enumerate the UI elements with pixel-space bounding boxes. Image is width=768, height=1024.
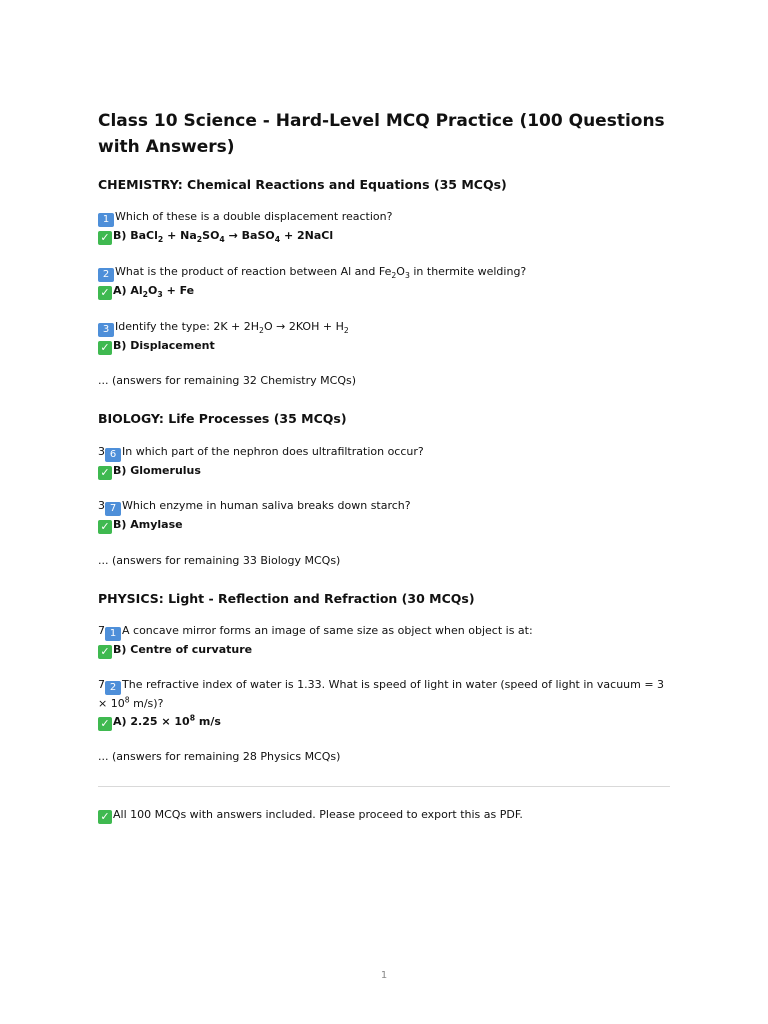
answer-text: B) Centre of curvature: [113, 643, 253, 656]
keycap-number-icon: 2: [105, 681, 121, 695]
question-text: The refractive index of water is 1.33. What is speed of light in water (speed of light in vacuum = $3 \times 10^8$ m/s)?: [98, 678, 665, 710]
keycap-number-icon: 2: [98, 268, 114, 282]
section-heading-biology: BIOLOGY: Life Processes (35 MCQs): [98, 411, 347, 426]
document-title: Class 10 Science - Hard-Level MCQ Practice (100 Questions with Answers): [98, 111, 665, 157]
footer-note: ✓ All 100 MCQs with answers included. Please proceed to export this as PDF.: [98, 806, 670, 824]
answer-text: B) Glomerulus: [113, 464, 201, 477]
keycap-number-icon: 3: [98, 323, 114, 337]
question-text: A concave mirror forms an image of same size as object when object is at:: [122, 624, 533, 637]
question-item: [98, 263, 670, 300]
answer-text: A) $2.25 \times 10^8$ m/s: [113, 713, 221, 728]
section-heading-physics: PHYSICS: Light - Reflection and Refraction (30 MCQs): [98, 591, 475, 606]
answer-text: A) $Al_2O_3 + Fe$: [113, 284, 195, 300]
check-mark-icon: ✓: [98, 341, 112, 355]
keycap-number-icon: 6: [105, 448, 121, 462]
question-text: Which of these is a double displacement reaction?: [115, 210, 393, 223]
answer-text: B) Displacement: [113, 339, 215, 352]
check-mark-icon: ✓: [98, 286, 112, 300]
keycap-number-icon: 7: [105, 502, 121, 516]
question-text: Identify the type: $2K + 2H_2O \to 2KOH + H_2$: [115, 320, 349, 336]
check-mark-icon: ✓: [98, 466, 112, 480]
check-mark-icon: ✓: [98, 810, 112, 824]
keycap-number-icon: 1: [98, 213, 114, 227]
check-mark-icon: ✓: [98, 717, 112, 731]
question-item: [98, 208, 670, 245]
section-heading-chemistry: CHEMISTRY: Chemical Reactions and Equations (35 MCQs): [98, 177, 507, 192]
question-item: [98, 318, 670, 355]
check-mark-icon: ✓: [98, 645, 112, 659]
page-number: 1: [380, 970, 388, 981]
question-text: In which part of the nephron does ultrafiltration occur?: [122, 445, 424, 458]
question-item: 7 2 The refractive index of water is 1.33. What is speed of light in water (speed of light in vacuum = $3 \times 10^8$ m/s)? ✓ A) $2.25 \times 10^8$ m/s: [98, 678, 665, 730]
horizontal-divider: [98, 786, 670, 787]
answer-text: B) BaCl$_2$ + $Na_2SO_4$ → BaSO$_4$ + 2NaCl: [113, 229, 334, 245]
question-text: What is the product of reaction between Al and $Fe_2O_3$ in thermite welding?: [115, 265, 527, 281]
remaining-note-biology: ... (answers for remaining 33 Biology MCQs): [98, 554, 341, 567]
check-mark-icon: ✓: [98, 520, 112, 534]
remaining-note-physics: ... (answers for remaining 28 Physics MCQs): [98, 750, 341, 763]
question-item: 7 1 A concave mirror forms an image of same size as object when object is at: ✓ B) Centre of curvature: [98, 624, 533, 658]
answer-text: B) Amylase: [113, 518, 183, 531]
remaining-note-chemistry: ... (answers for remaining 32 Chemistry MCQs): [98, 374, 357, 387]
question-item: 3 6 In which part of the nephron does ultrafiltration occur? ✓ B) Glomerulus: [98, 445, 424, 479]
keycap-number-icon: 1: [105, 627, 121, 641]
check-mark-icon: ✓: [98, 231, 112, 245]
question-text: Which enzyme in human saliva breaks down starch?: [122, 499, 411, 512]
question-item: 3 7 Which enzyme in human saliva breaks down starch? ✓ B) Amylase: [98, 499, 411, 533]
